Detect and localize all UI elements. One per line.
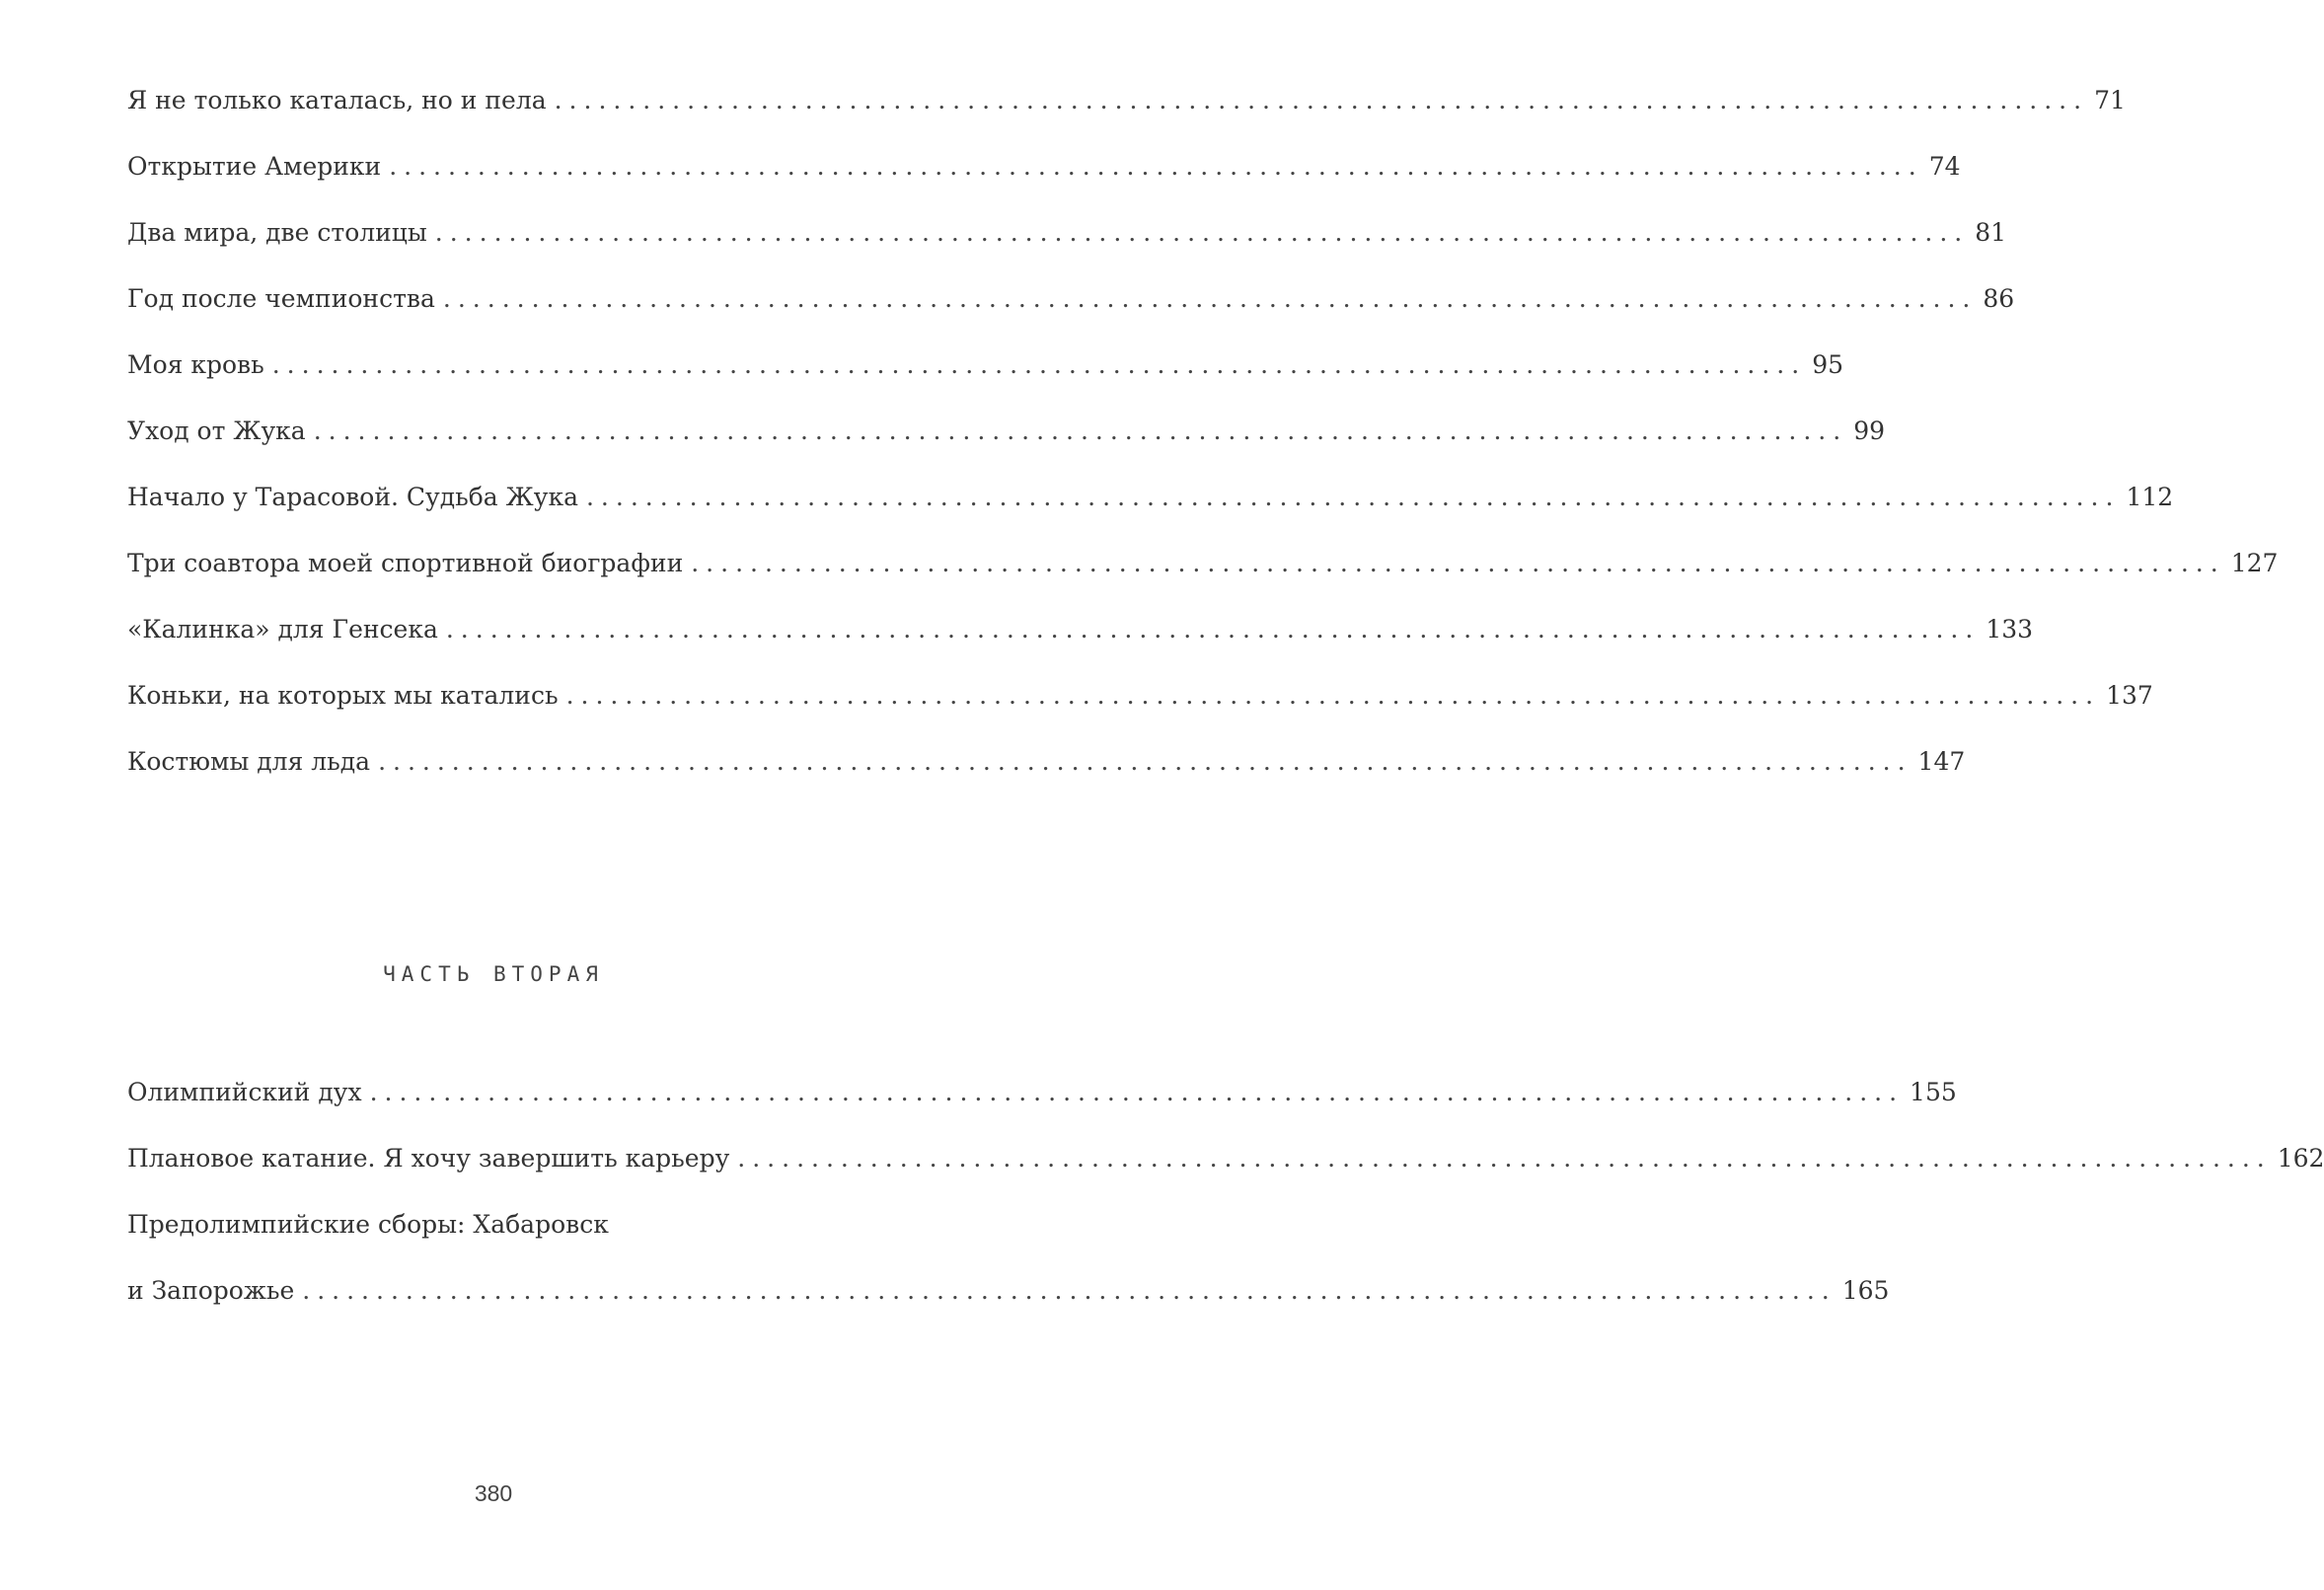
toc-entry-title: Коньки, на которых мы катались [127, 681, 559, 710]
toc-entry-page: 71 [2094, 86, 2126, 114]
toc-leader-dots: ........................................................................................................ [585, 483, 2121, 511]
toc-entry-page: 86 [1983, 284, 2015, 313]
toc-entry-title: Моя кровь [127, 350, 264, 379]
toc-entry [127, 81, 2126, 120]
toc-leader-dots: ........................................................................................................ [737, 1144, 2272, 1173]
toc-entry-title: Два мира, две столицы [127, 218, 427, 247]
toc-leader-dots: ........................................................................................................ [271, 350, 1807, 379]
toc-entry-page: 133 [1986, 615, 2034, 644]
toc-entry [127, 147, 1961, 187]
toc-entry-title: Год после чемпионства [127, 284, 435, 313]
toc-entry-page: 127 [2230, 549, 2279, 577]
toc-entry [127, 676, 2153, 716]
toc-leader-dots: ........................................................................................................ [369, 1078, 1905, 1106]
toc-leader-dots: ........................................................................................................ [565, 681, 2101, 710]
toc-entry-page: 147 [1917, 747, 1966, 776]
page-number: 380 [474, 1480, 513, 1506]
toc-entry [127, 742, 1966, 782]
toc-entry [127, 544, 2279, 583]
toc-entry-title: Я не только каталась, но и пела [127, 86, 547, 114]
toc-entry-title: «Калинка» для Генсека [127, 615, 438, 644]
toc-entry [127, 345, 1844, 385]
toc-leader-dots: ........................................................................................................ [302, 1276, 1837, 1305]
toc-entry-title: и Запорожье [127, 1276, 295, 1305]
toc-leader-dots: ........................................................................................................ [378, 747, 1912, 776]
toc-leader-dots: ........................................................................................................ [445, 615, 1981, 644]
toc-entry-page: 165 [1841, 1276, 1890, 1305]
toc-leader-dots: ........................................................................................................ [691, 549, 2225, 577]
toc-entry-page: 95 [1812, 350, 1844, 379]
toc-entry-page: 155 [1910, 1078, 1957, 1106]
toc-entry-title: Олимпийский дух [127, 1078, 362, 1106]
toc-entry-title: Плановое катание. Я хочу завершить карьеру [127, 1144, 730, 1173]
toc-entry [127, 610, 2034, 649]
toc-entry-title: Предолимпийские сборы: Хабаровск [127, 1210, 609, 1239]
toc-entry-page: 74 [1928, 152, 1961, 181]
toc-entry [127, 478, 2174, 517]
toc-entry [127, 412, 1885, 451]
toc-entry [127, 1205, 901, 1245]
toc-entry-title: Три соавтора моей спортивной биографии [127, 549, 684, 577]
toc-entry-page: 162 [2277, 1144, 2324, 1173]
toc-entry-title: Костюмы для льда [127, 747, 371, 776]
toc-leader-dots: ........................................................................................................ [442, 284, 1978, 313]
toc-entry-title: Начало у Тарасовой. Судьба Жука [127, 483, 578, 511]
toc-entry [127, 1073, 1957, 1112]
toc-entry [127, 1139, 2324, 1178]
toc-leader-dots: ........................................................................................................ [389, 152, 1923, 181]
toc-leader-dots: ........................................................................................................ [554, 86, 2089, 114]
toc-entry-page: 81 [1975, 218, 2007, 247]
toc-leader-dots: ........................................................................................................ [313, 416, 1848, 445]
toc-leader-dots: ........................................................................................................ [434, 218, 1970, 247]
toc-entry-page: 112 [2126, 483, 2174, 511]
toc-entry-page: 99 [1853, 416, 1885, 445]
toc-entry [127, 279, 2015, 319]
toc-entry-page: 137 [2106, 681, 2153, 710]
toc-entry-title: Уход от Жука [127, 416, 306, 445]
toc-entry-title: Открытие Америки [127, 152, 382, 181]
toc-entry [127, 213, 2007, 253]
part-heading: ЧАСТЬ ВТОРАЯ [383, 962, 604, 986]
toc-entry [127, 1271, 1890, 1311]
